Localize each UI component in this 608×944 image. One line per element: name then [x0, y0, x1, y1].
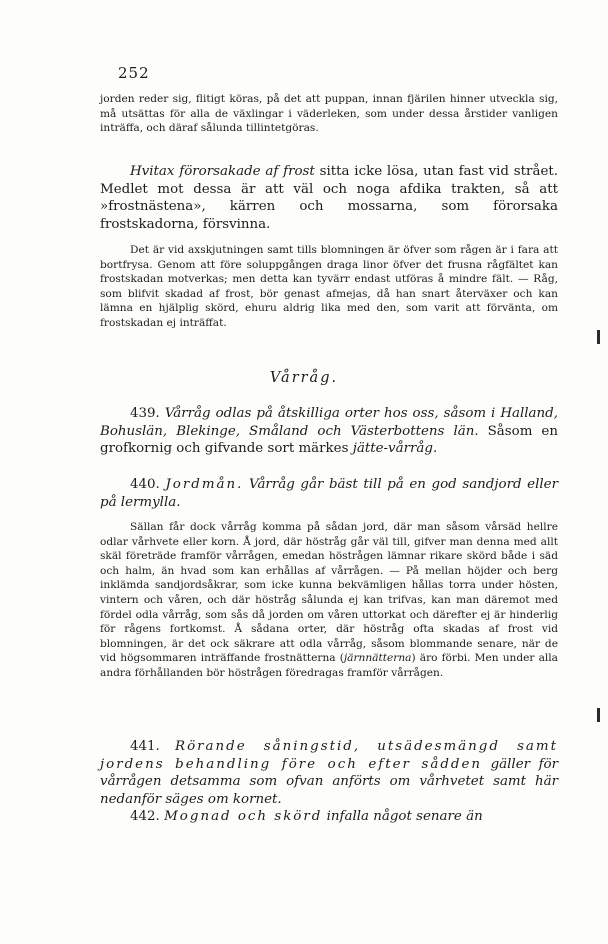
- section-441-number: 441.: [130, 739, 160, 754]
- section-442-lead: Mognad och skörd: [164, 809, 323, 824]
- sallan-italic: järnnätterna: [343, 652, 412, 665]
- paragraph-axskjutning: Det är vid axskjutningen samt tills blomningen är öfver som rågen är i fara att bortfrysa. Genom att före soluppgången draga linor öfver det frusna rågfältet kan frostskadan motverkas; men detta kan tyvärr endast utföras å mindre fält. — Råg, som blifvit skadad af frost, bör genast afmejas, då han snart återväxer och kan lämna en hjälplig skörd, ehuru aldrig lika med den, som varit att förvänta, om frostskadan ej inträffat.: [100, 244, 558, 329]
- paragraph-sallan: [100, 520, 558, 681]
- page-number: 252: [118, 64, 150, 82]
- margin-mark: [597, 708, 600, 722]
- frost-heading: Hvitax förorsakade af frost: [130, 164, 315, 179]
- section-442-text: infalla något senare än: [322, 809, 483, 824]
- section-440-text: Vårråg går bäst till på en god sandjord eller på lermylla.: [100, 477, 558, 510]
- section-439-number: 439.: [130, 406, 160, 421]
- paragraph-frost: [100, 163, 558, 233]
- section-441-text: gäller för vårrågen detsamma som ofvan anförts om vårhvetet samt här nedanför säges om kornet.: [100, 756, 558, 807]
- section-440-number: 440.: [130, 477, 160, 492]
- sallan-text-a: Sällan får dock vårråg komma på sådan jord, där man såsom vårsäd hellre odlar vårhvete eller korn. Å jord, där höstråg går väl till, gifver man denna med allt skäl företräde framför vårrågen, emedan höstrågen lämnar rikare skörd både i säd och halm, än hvad som kan erhållas af vårrågen. — På mellan höjder och berg inklämda sandjordsåkrar, som icke kunna bekvämligen hållas torra under hösten, vintern och våren, och där höstråg sålunda ej kan trifvas, kan man däremot med fördel odla vårråg, som sås då jorden om våren uttorkat och därefter ej är hinderlig för rågens fortkomst. Å sådana orter, där höstråg ofta skadas af frost vid blomningen, är det ock säkrare att odla vårråg, såsom blommande senare, när de vid högsommaren inträffande frostnätterna (: [100, 521, 558, 665]
- section-439-text: Såsom en grofkornig och gifvande sort märkes: [100, 423, 558, 457]
- section-440: [100, 476, 558, 511]
- section-441-lead: Rörande såningstid, utsädesmängd samt jordens behandling före och efter sådden: [100, 739, 558, 772]
- paragraph-intro: jorden reder sig, flitigt köras, på det att puppan, innan fjärilen hinner utveckla sig, må utsättas för alla de växlingar i väderleken, som under dessa årstider vanligen inträffa, och däraf sålunda tillintetgöras.: [100, 93, 558, 135]
- section-439-tail: jätte-vårråg.: [352, 441, 438, 457]
- sallan-text-b: ) äro förbi. Men under alla andra förhållanden bör höstrågen föredragas framför vårrågen.: [100, 652, 558, 679]
- section-439: [100, 405, 558, 458]
- section-439-italic: Vårråg odlas på åtskilliga orter hos oss, såsom i Halland, Bohuslän, Blekinge, Småland och Västerbottens län.: [100, 406, 558, 439]
- frost-text: sitta icke lösa, utan fast vid strået. Medlet mot dessa är att väl och noga afdika trakten, så att »frostnästena», kärren och mossarna, som förorsaka frostskadorna, försvinna.: [100, 164, 559, 232]
- section-440-lead: Jordmån.: [165, 477, 244, 492]
- margin-mark: [597, 330, 600, 344]
- section-442-number: 442.: [130, 809, 160, 824]
- section-heading: Vårråg.: [269, 370, 339, 386]
- section-442: [100, 808, 558, 826]
- section-441: [100, 738, 558, 808]
